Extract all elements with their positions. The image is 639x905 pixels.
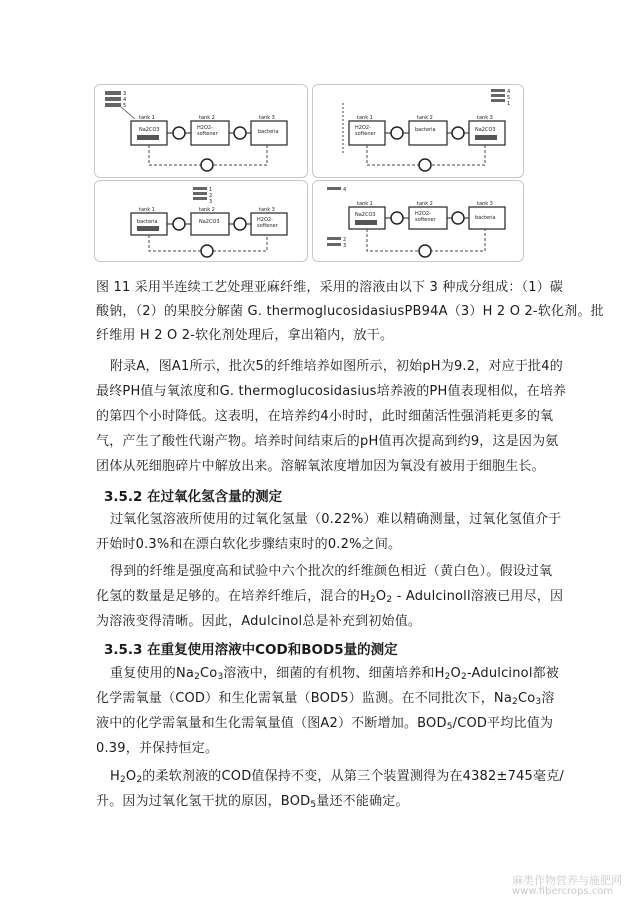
body-text-line: 得到的纤维是强度高和试验中六个批次的纤维颜色相近（黄白色）。假设过氧 (110, 564, 553, 579)
body-text-line: 过氧化氢溶液所使用的过氧化氢量（0.22%）难以精确测量，过氧化氢值介于 (110, 512, 562, 527)
svg-text:2: 2 (209, 193, 213, 199)
body-text-line: 开始时0.3%和在漂白软化步骤结束时的0.2%之间。 (96, 537, 402, 552)
svg-text:Na2CO3: Na2CO3 (355, 212, 376, 218)
process-diagram-panel-4 (312, 180, 524, 262)
svg-text:2: 2 (343, 237, 347, 243)
body-text-line: 0.39，并保持恒定。 (96, 741, 219, 756)
marker-label-5: 5 (123, 103, 127, 109)
pump-icon (234, 127, 246, 139)
schematic-2 (313, 85, 523, 177)
marker-label: 5 (507, 95, 511, 101)
fiber-marker-icon (193, 187, 207, 200)
pump-icon (201, 159, 213, 171)
process-diagram-panel-1 (94, 84, 308, 178)
svg-text:4: 4 (343, 187, 347, 193)
fiber-marker-icon (327, 187, 341, 246)
body-text-line: 团体从死细胞碎片中解放出来。溶解氧浓度增加因为氧没有被用于细胞生长。 (96, 459, 545, 474)
tank-content: Na2CO3 (139, 127, 160, 133)
section-heading-3-5-3: 3.5.3 在重复使用溶液中COD和BOD5量的测定 (104, 642, 398, 658)
body-text-line: $H_2O_2$的柔软剂液的COD值保持不变，从第三个装置测得为在4382±745毫克/ (110, 769, 564, 785)
process-diagram-panel-3 (94, 180, 308, 262)
body-text-line: 重复使用的$Na_2Co_3$溶液中，细菌的有机物、细菌培养和$H_2O_2$-Adulcinol都被 (110, 666, 560, 682)
figure-caption-line: 图 11 采用半连续工艺处理亚麻纤维，采用的溶液由以下 3 种成分组成：（1）碳 (96, 280, 564, 295)
marker-label-3: 3 (123, 91, 127, 97)
svg-text:tank 2: tank 2 (417, 201, 433, 207)
svg-text:tank 2: tank 2 (417, 115, 433, 121)
body-text-line: 化氢的数量是足够的。在培养纤维后，混合的$H_2O_2$ - Adulcinoll溶液已用尽，因 (96, 589, 564, 605)
svg-text:tank 1: tank 1 (139, 207, 155, 213)
svg-text:bacteria: bacteria (137, 219, 158, 225)
svg-text:H2O2-softener: H2O2-softener (257, 217, 278, 229)
svg-text:Na2CO3: Na2CO3 (199, 219, 220, 225)
tank-label: tank 3 (259, 115, 275, 121)
body-text-line: 最终PH值与氧浓度和G. thermoglucosidasius培养液的PH值表现相似，在培养 (96, 384, 567, 399)
svg-text:tank 1: tank 1 (357, 201, 373, 207)
svg-text:3: 3 (209, 199, 213, 205)
body-text-line: 为溶液变得清晰。因此，Adulcinol总是补充到初始值。 (96, 614, 422, 629)
body-text-line: 气，产生了酸性代谢产物。培养时间结束后的pH值再次提高到约9，这是因为氨 (96, 434, 559, 449)
marker-label-4: 4 (123, 97, 127, 103)
tank-content: H2O2-softener (197, 125, 218, 137)
svg-text:3: 3 (343, 243, 347, 249)
svg-text:tank 2: tank 2 (199, 207, 215, 213)
schematic-1 (95, 85, 307, 177)
svg-text:H2O2-softener: H2O2-softener (355, 125, 376, 137)
body-text-line: 液中的化学需氧量和生化需氧量值（图A2）不断增加。$BOD_5$/COD平均比值为 (96, 716, 554, 732)
body-text-line: 的第四个小时降低。这表明，在培养约4小时时，此时细菌活性强消耗更多的氧 (96, 409, 554, 424)
svg-text:bacteria: bacteria (475, 215, 496, 221)
svg-text:tank 3: tank 3 (477, 115, 493, 121)
figure-caption-line: 酸钠，（2）的果胶分解菌 G. thermoglucosidasiusPB94A（3）H 2 O 2-软化剂。批 (96, 304, 604, 319)
marker-label: 1 (507, 101, 511, 107)
fiber-marker-icon (105, 91, 121, 107)
marker-label: 4 (507, 89, 511, 95)
fiber-marker-icon (491, 89, 505, 102)
svg-text:tank 1: tank 1 (357, 115, 373, 121)
tank-box (131, 121, 167, 145)
schematic-3 (95, 181, 307, 261)
watermark-url: www.fibercrops.com (512, 886, 614, 897)
svg-text:H2O2-softener: H2O2-softener (415, 211, 436, 223)
body-text-line: 附录A，图A1所示，批次5的纤维培养如图所示，初始pH为9.2，对应于批4的 (110, 359, 563, 374)
svg-text:tank 3: tank 3 (259, 207, 275, 213)
svg-text:bacteria: bacteria (415, 127, 436, 133)
body-text-line: 升。因为过氧化氢干扰的原因，$BOD_5$量还不能确定。 (96, 794, 409, 810)
section-heading-3-5-2: 3.5.2 在过氧化氢含量的测定 (104, 489, 283, 505)
tank-label: tank 2 (199, 115, 215, 121)
pump-icon (173, 127, 185, 139)
figure-caption-line: 纤维用 H 2 O 2-软化剂处理后，拿出箱内，放干。 (96, 328, 394, 343)
tank-content: bacteria (258, 129, 279, 135)
watermark-title: 麻类作物营养与施肥网 (512, 874, 622, 887)
svg-text:1: 1 (209, 187, 213, 193)
body-text-line: 化学需氧量（COD）和生化需氧量（BOD5）监测。在不同批次下，$Na_2Co_3$溶 (96, 691, 555, 707)
process-diagram-panel-2 (312, 84, 524, 178)
tank-label: tank 1 (139, 115, 155, 121)
schematic-4 (313, 181, 523, 261)
svg-text:Na2CO3: Na2CO3 (475, 127, 496, 133)
svg-text:tank 3: tank 3 (477, 201, 493, 207)
